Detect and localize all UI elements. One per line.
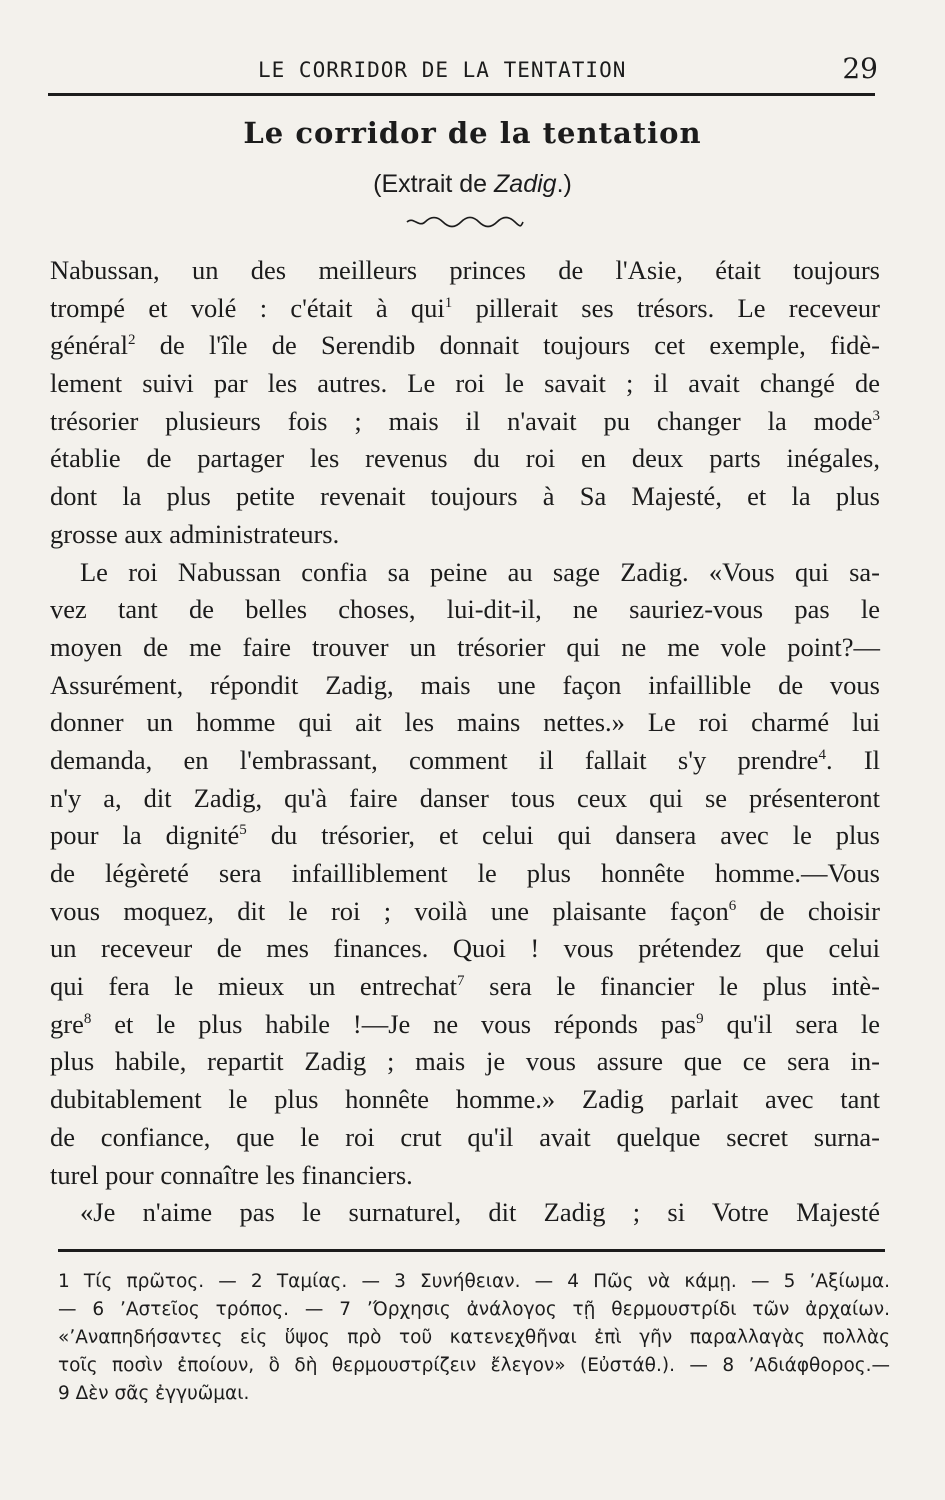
footnote-line: «ʼΑναπηδήσαντες εἰς ὕψος πρὸ τοῦ κατενεχθῆναι ἐπὶ γῆν παραλλαγὰς πολλὰς xyxy=(58,1327,890,1348)
title-ornament xyxy=(405,214,525,230)
footnote-rule xyxy=(58,1249,885,1252)
footnote-line: 1 Τίς πρῶτος. — 2 Ταμίας. — 3 Συνήθειαν. — 4 Πῶς νὰ κάμῃ. — 5 ʼΑξίωμα. xyxy=(58,1271,890,1292)
text-line: moyen de me faire trouver un trésorier qui ne me vole point?— xyxy=(50,631,880,662)
text-line: «Je n'aime pas le surnaturel, dit Zadig ; si Votre Majesté xyxy=(80,1197,880,1228)
footnotes xyxy=(58,1268,890,1408)
text-line: plus habile, repartit Zadig ; mais je vous assure que ce sera in- xyxy=(50,1046,880,1077)
text-line: qui fera le mieux un entrechat$^7$ sera le financier le plus intè- xyxy=(50,971,881,1002)
header-rule xyxy=(48,93,875,96)
page-number: 29 xyxy=(842,52,878,85)
text-line: gre$^8$ et le plus habile !—Je ne vous réponds pas$^9$ qu'il sera le xyxy=(50,1008,881,1039)
footnote-ref: 2 xyxy=(127,332,136,349)
footnote-ref: 4 xyxy=(818,746,826,763)
page-header xyxy=(48,52,878,88)
text-line: demanda, en l'embrassant, comment il fallait s'y prendre$^4$. Il xyxy=(50,744,881,775)
chapter-subtitle xyxy=(0,170,945,199)
text-line: établie de partager les revenus du roi en deux parts inégales, xyxy=(50,443,880,474)
text-line: Nabussan, un des meilleurs princes de l'Asie, était toujours xyxy=(50,255,880,285)
body-text xyxy=(50,252,880,1232)
text-line: trompé et volé : c'était à qui$^1$ pillerait ses trésors. Le receveur xyxy=(50,292,880,323)
text-line: général$^2$ de l'île de Serendib donnait toujours cet exemple, fidè- xyxy=(50,330,880,361)
footnote-ref: 6 xyxy=(728,897,737,914)
subtitle-close: .) xyxy=(556,170,572,198)
footnote-ref: 3 xyxy=(872,407,880,424)
footnote-ref: 8 xyxy=(83,1010,92,1027)
text-line: de légèreté sera infailliblement le plus honnête homme.—Vous xyxy=(50,858,880,888)
text-line: vez tant de belles choses, lui-dit-il, ne sauriez-vous pas le xyxy=(50,594,880,625)
text-line: vous moquez, dit le roi ; voilà une plaisante façon$^6$ de choisir xyxy=(50,895,880,926)
text-line: donner un homme qui ait les mains nettes.» Le roi charmé lui xyxy=(50,707,880,738)
footnote-ref: 5 xyxy=(239,822,247,839)
text-line: trésorier plusieurs fois ; mais il n'avait pu changer la mode$^3$ xyxy=(50,405,880,436)
text-line: dont la plus petite revenait toujours à Sa Majesté, et la plus xyxy=(50,481,880,512)
text-line: Le roi Nabussan confia sa peine au sage Zadig. «Vous qui sa- xyxy=(80,556,880,587)
chapter-title: Le corridor de la tentation xyxy=(243,116,702,150)
footnote-ref: 7 xyxy=(457,973,465,990)
text-line: dubitablement le plus honnête homme.» Zadig parlait avec tant xyxy=(50,1084,880,1115)
text-line: un receveur de mes finances. Quoi ! vous prétendez que celui xyxy=(50,933,880,964)
footnote-line: 9 Δὲν σᾶς ἐγγυῶμαι. xyxy=(58,1383,250,1404)
footnote-line: — 6 ʼΑστεῖος τρόπος. — 7 ʼΌρχησις ἀνάλογος τῇ θερμουστρίδι τῶν ἀρχαίων. xyxy=(58,1299,890,1320)
subtitle-open: (Extrait de xyxy=(373,170,488,198)
text-line: pour la dignité$^5$ du trésorier, et celui qui dansera avec le plus xyxy=(50,820,880,851)
text-line: Assurément, répondit Zadig, mais une façon infaillible de vous xyxy=(50,669,880,700)
text-line: n'y a, dit Zadig, qu'à faire danser tous ceux qui se présenteront xyxy=(50,782,880,813)
text-line: de confiance, que le roi crut qu'il avait quelque secret surna- xyxy=(50,1121,880,1152)
text-line: lement suivi par les autres. Le roi le savait ; il avait changé de xyxy=(50,368,880,399)
text-line: grosse aux administrateurs. xyxy=(50,518,340,549)
footnote-ref: 1 xyxy=(444,294,453,311)
footnote-line: τοῖς ποσὶν ἐποίουν, ὃ δὴ θερμουστρίζειν ἔλεγον» (Εὐστάθ.). — 8 ʼΑδιάφθορος.— xyxy=(58,1355,890,1376)
running-head: LE CORRIDOR DE LA TENTATION xyxy=(258,58,627,82)
subtitle-work-title: Zadig xyxy=(494,170,557,198)
text-line: turel pour connaître les financiers. xyxy=(50,1159,413,1190)
footnote-ref: 9 xyxy=(696,1010,704,1027)
